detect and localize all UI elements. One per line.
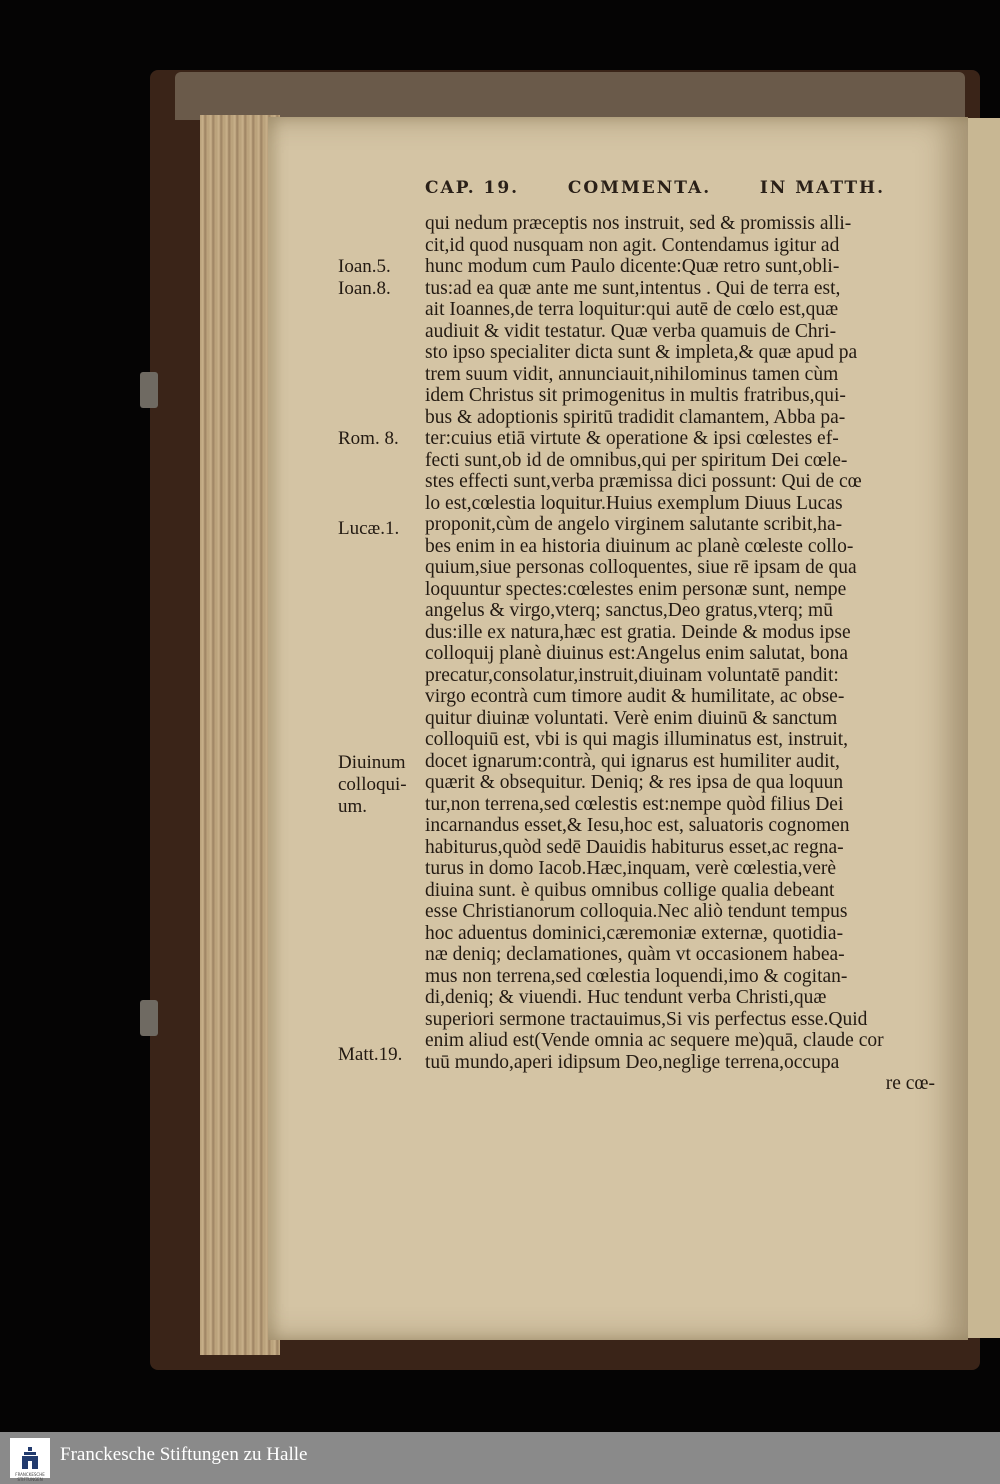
text-line: ait Ioannes,de terra loquitur:qui autē de cœlo est,quæ: [425, 299, 839, 320]
running-head: [425, 178, 885, 198]
text-line: incarnandus esset,& Iesu,hoc est, saluatoris cognomen: [425, 815, 850, 836]
text-line: tus:ad ea quæ ante me sunt,intentus . Qui de terra est,: [425, 277, 841, 299]
text-line: audiuit & vidit testatur. Quæ verba quamuis de Chri-: [425, 320, 837, 342]
text-line: docet ignarum:contrà, qui ignarus est humiliter audit,: [425, 750, 840, 772]
text-line: lo est,cœlestia loquitur.Huius exemplum Diuus Lucas: [425, 492, 843, 514]
book-top-edge: [175, 72, 965, 120]
marginal-note: Ioan.5.: [338, 256, 391, 277]
text-line: esse Christianorum colloquia.Nec aliò tendunt tempus: [425, 901, 848, 922]
marginal-note: Diuinum: [338, 752, 406, 773]
catchword: re cœ-: [885, 1073, 935, 1094]
footer-bar: [0, 1432, 1000, 1484]
text-line: virgo econtrà cum timore audit & humilitate, ac obse-: [425, 686, 845, 707]
text-line: enim aliud est(Vende omnia ac sequere me)quā, claude cor: [425, 1030, 884, 1051]
running-head-title: COMMENTA.: [567, 178, 712, 198]
text-line: turus in domo Iacob.Hæc,inquam, verè cœlestia,verè: [425, 858, 836, 879]
text-line: habiturus,quòd sedē Dauidis habiturus esset,ac regna-: [425, 836, 844, 858]
marginal-note: Rom. 8.: [338, 428, 399, 449]
text-line: diuina sunt. è quibus omnibus collige qualia debeant: [425, 879, 835, 901]
marginal-note: um.: [338, 796, 368, 817]
running-head-chapter: CAP. 19.: [425, 178, 520, 198]
text-line: superiori sermone tractauimus,Si vis perfectus esse.Quid: [425, 1008, 868, 1030]
text-line: hunc modum cum Paulo dicente:Quæ retro sunt,obli-: [425, 256, 840, 277]
clasp-upper: [140, 372, 158, 408]
text-line: quium,siue personas colloquentes, siue rē ipsam de qua: [425, 557, 857, 578]
text-line: næ deniq; declamationes, quàm vt occasionem habea-: [425, 944, 845, 965]
body-text: [425, 213, 945, 1095]
text-line: cit,id quod nusquam non agit. Contendamus igitur ad: [425, 234, 840, 256]
text-line: colloquij planè diuinus est:Angelus enim salutat, bona: [425, 643, 848, 664]
text-line: quærit & obsequitur. Deniq; & res ipsa de qua loquun: [425, 772, 844, 793]
text-line: ter:cuius etiā virtute & operatione & ipsi cœlestes ef-: [425, 428, 839, 449]
text-line: bes enim in ea historia diuinum ac planè cœleste collo-: [425, 535, 854, 557]
text-line: tur,non terrena,sed cœlestis est:nempe quòd filius Dei: [425, 793, 844, 815]
text-line: sto ipso specialiter dicta sunt & impleta,& quæ apud pa: [425, 342, 858, 363]
clasp-lower: [140, 1000, 158, 1036]
marginal-note: colloqui-: [338, 774, 407, 795]
marginal-note: Matt.19.: [338, 1044, 403, 1065]
text-line: bus & adoptionis spiritū tradidit clamantem, Abba pa-: [425, 406, 846, 428]
text-line: quitur diuinæ voluntati. Verè enim diuinū & sanctum: [425, 707, 838, 729]
text-line: dus:ille ex natura,hæc est gratia. Deinde & modus ipse: [425, 621, 851, 643]
marginal-note: Ioan.8.: [338, 278, 391, 299]
text-line: stes effecti sunt,verba præmissa dici possunt: Qui de cœ: [425, 471, 862, 492]
text-line: precatur,consolatur,instruit,diuinam voluntatē pandit:: [425, 664, 839, 686]
text-line: mus non terrena,sed cœlestia loquendi,imo & cogitan-: [425, 965, 848, 987]
text-line: trem suum vidit, annunciauit,nihilominus tamen cùm: [425, 363, 839, 385]
running-head-book: IN MATTH.: [759, 178, 885, 198]
text-line: di,deniq; & viuendi. Huc tendunt verba Christi,quæ: [425, 987, 827, 1008]
logo-caption: FRANCKESCHE STIFTUNGEN: [15, 1472, 45, 1482]
text-line: idem Christus sit primogenitus in multis fratribus,qui-: [425, 385, 846, 406]
text-line: loquuntur spectes:cœlestes enim personæ sunt, nempe: [425, 578, 847, 600]
text-line: hoc aduentus dominici,cæremoniæ externæ, quotidia-: [425, 922, 844, 944]
text-line: qui nedum præceptis nos instruit, sed & promissis alli-: [425, 213, 852, 234]
text-line: angelus & virgo,vterq; sanctus,Deo gratus,vterq; mū: [425, 600, 833, 621]
text-line: colloquiū est, vbi is qui magis illuminatus est, instruit,: [425, 729, 849, 750]
text-line: proponit,cùm de angelo virginem salutante scribit,ha-: [425, 514, 843, 535]
footer-institution-name: Franckesche Stiftungen zu Halle: [60, 1444, 308, 1465]
text-line: fecti sunt,ob id de omnibus,qui per spiritum Dei cœle-: [425, 449, 848, 471]
marginal-note: Lucæ.1.: [338, 518, 400, 539]
text-line: tuū mundo,aperi idipsum Deo,neglige terrena,occupa: [425, 1051, 840, 1073]
